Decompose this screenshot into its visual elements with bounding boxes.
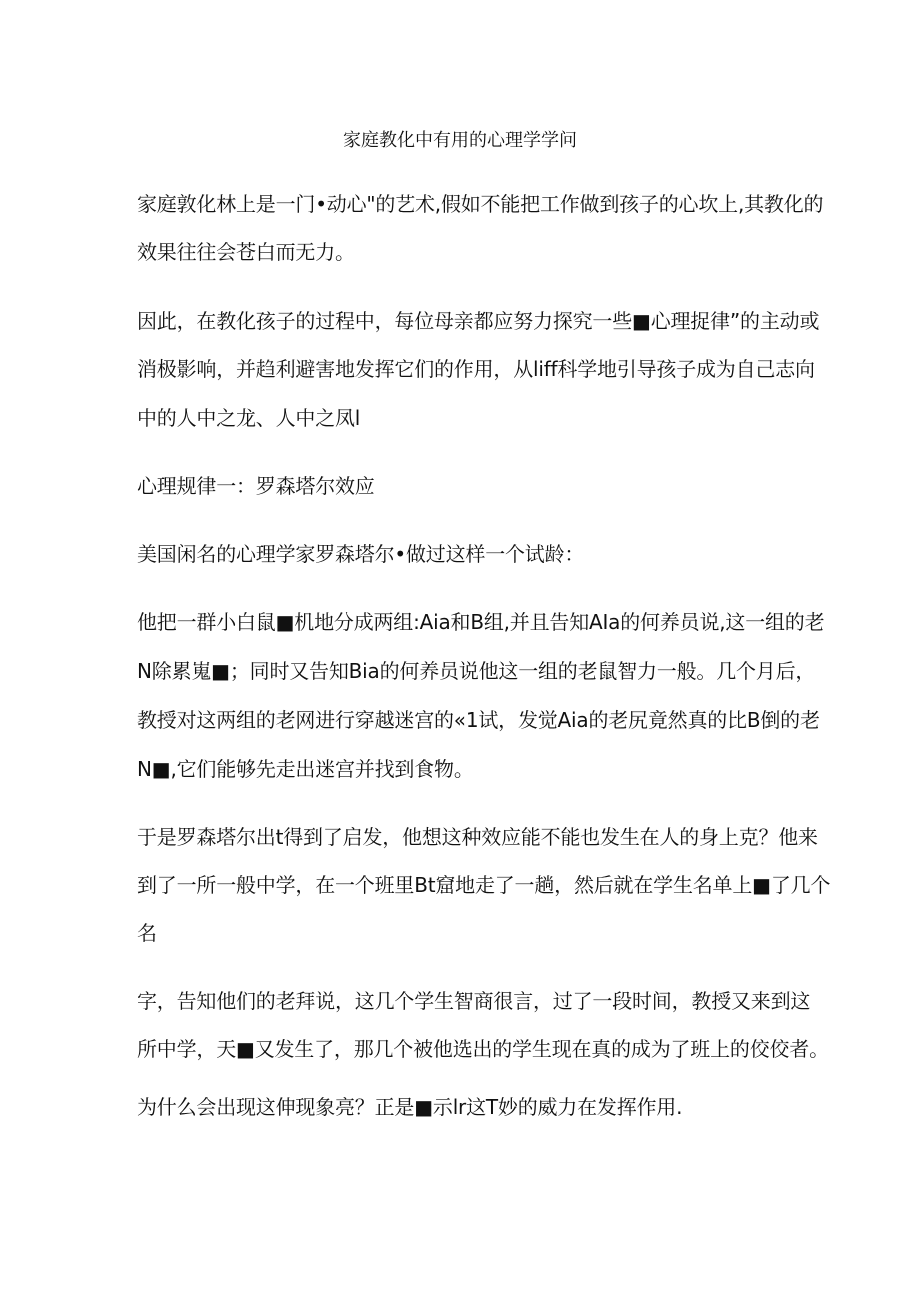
paragraph-3-line-1: 美国闲名的心理学家罗森塔尔•做过这样一个试龄： — [137, 542, 585, 566]
paragraph-4-line-3: 教授对这两组的老网进行穿越迷宫的«1试，发觉Aia的老尻竟然真的比B倒的老 — [137, 708, 820, 732]
paragraph-7-line-1: 为什么会出现这伸现象亮？正是■示lr这T妙的威力在发挥作用. — [137, 1095, 683, 1119]
paragraph-1-line-2: 效果往往会苍白而无力。 — [137, 240, 355, 264]
section-heading: 心理规律一：罗森塔尔效应 — [137, 474, 375, 498]
document-title: 家庭教化中有用的心理学学问 — [343, 130, 577, 151]
paragraph-4-line-4: N■,它们能够先走出迷宫并找到食物。 — [137, 757, 474, 781]
paragraph-5-line-2: 到了一所一般中学，在一个班里Bt窟地走了一趟，然后就在学生名单上■了几个 — [137, 873, 831, 897]
paragraph-2-line-1: 因此，在教化孩子的过程中，每位母亲都应努力探究一些■心理捉律”的主动或 — [137, 309, 820, 333]
paragraph-4-line-2: N除累嵬■；同时又告知Bia的何养员说他这一组的老鼠智力一般。几个月后， — [137, 659, 816, 683]
paragraph-5-line-1: 于是罗森塔尔出t得到了启发，他想这种效应能不能也发生在人的身上克？他来 — [137, 825, 818, 849]
paragraph-6-line-1: 字，告知他们的老拜说，这几个学生智商很言，过了一段时间，教授又来到这 — [137, 989, 811, 1013]
paragraph-2-line-2: 消极影响，并趋利避害地发挥它们的作用，从liff科学地引导孩子成为自己志向 — [137, 357, 815, 381]
paragraph-2-line-3: 中的人中之龙、人中之凤l — [137, 406, 361, 430]
paragraph-6-line-2: 所中学，天■又发生了，那几个被他选出的学生现在真的成为了班上的佼佼者。 — [137, 1037, 829, 1061]
paragraph-5-line-3: 名 — [137, 921, 157, 945]
paragraph-4-line-1: 他把一群小白鼠■机地分成两组:Aia和B组,并且告知AIa的何养员说,这一组的老 — [137, 610, 825, 634]
paragraph-1-line-1: 家庭敦化林上是一门•动心"的艺术,假如不能把工作做到孩子的心坎上,其教化的 — [137, 192, 824, 216]
